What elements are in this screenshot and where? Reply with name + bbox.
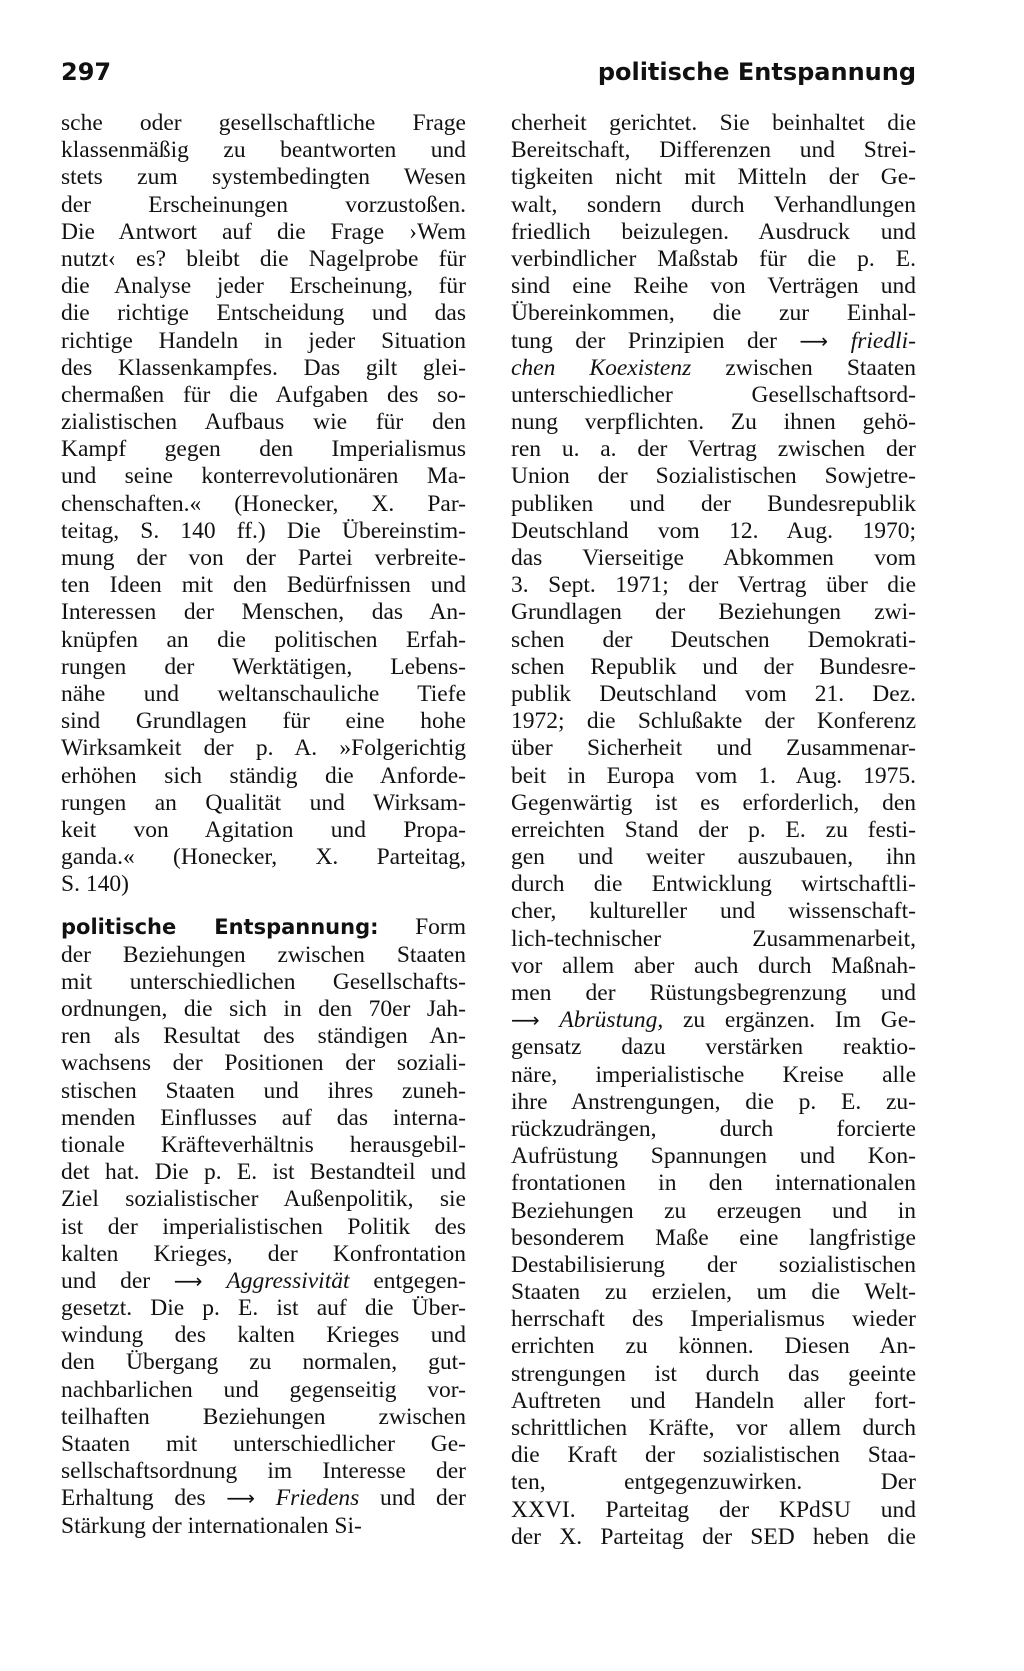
text-line: Destabilisierung der sozialistischen <box>511 1251 916 1278</box>
text-line: strengungen ist durch das geeinte <box>511 1360 916 1387</box>
text-line: chermaßen für die Aufgaben des so- <box>61 381 466 408</box>
text-line: zialistischen Aufbaus wie für den <box>61 409 466 436</box>
text-line: Staaten mit unterschiedlicher Ge- <box>61 1431 466 1457</box>
arrow-icon: ⟶ <box>173 1268 203 1293</box>
text-line: det hat. Die p. E. ist Bestandteil und <box>61 1159 466 1186</box>
right-column <box>511 110 916 1551</box>
text-line: Erhaltung des ⟶ Friedens und der <box>61 1485 466 1512</box>
cross-reference[interactable]: Aggressivität <box>226 1267 350 1294</box>
text-line: unterschiedlicher Gesellschaftsord- <box>511 381 916 408</box>
text-line: 1972; die Schlußakte der Konferenz <box>511 708 916 735</box>
text-line: Union der Sozialistischen Sowjetre- <box>511 463 916 490</box>
text-line: ren u. a. der Vertrag zwischen der <box>511 436 916 463</box>
text-line: teilhaften Beziehungen zwischen <box>61 1403 466 1430</box>
right-text-block-2 <box>511 382 916 1007</box>
text-line: der X. Parteitag der SED heben die <box>511 1523 916 1550</box>
text-line: über Sicherheit und Zusammenar- <box>511 735 916 762</box>
text-line: besonderem Maße eine langfristige <box>511 1224 916 1251</box>
text-line: verbindlicher Maßstab für die p. E. <box>511 245 916 272</box>
text-line: chen Koexistenz zwischen Staaten <box>511 354 917 381</box>
arrow-icon: ⟶ <box>511 1008 540 1033</box>
text-line: schen Republik und der Bundesre- <box>511 653 916 680</box>
left-text-block-3 <box>61 1295 466 1485</box>
arrow-icon: ⟶ <box>799 328 829 353</box>
text-line: erhöhen sich ständig die Anforde- <box>61 762 466 789</box>
text-line: frontationen in den internationalen <box>511 1170 916 1197</box>
text-line: friedlich beizulegen. Ausdruck und <box>511 218 916 245</box>
text-line: gesetzt. Die p. E. ist auf die Über- <box>61 1295 466 1322</box>
text-line: schen der Deutschen Demokrati- <box>511 626 916 653</box>
text-line: des Klassenkampfes. Das gilt glei- <box>61 354 466 381</box>
cross-reference[interactable]: chen Koexistenz <box>511 354 692 381</box>
page-number: 297 <box>61 58 112 86</box>
text-line: Beziehungen zu erzeugen und in <box>511 1197 916 1224</box>
text-line: ren als Resultat des ständigen An- <box>61 1023 466 1050</box>
text-line: S. 140) <box>61 871 129 898</box>
text-line: stischen Staaten und ihres zuneh- <box>61 1077 466 1104</box>
text-line: durch die Entwicklung wirtschaftli- <box>511 871 916 898</box>
text-line: und der ⟶ Aggressivität entgegen- <box>61 1267 466 1294</box>
text-line: gensatz dazu verstärken reaktio- <box>511 1034 916 1061</box>
text-line: klassenmäßig zu beantworten und <box>61 137 466 164</box>
text-line: Grundlagen der Beziehungen zwi- <box>511 599 916 626</box>
text-line: Wirksamkeit der p. A. »Folgerichtig <box>61 735 466 762</box>
text-line: Auftreten und Handeln aller fort- <box>511 1387 916 1414</box>
text-line: tigkeiten nicht mit Mitteln der Ge- <box>511 164 916 191</box>
left-text-block-1 <box>61 110 466 898</box>
text-line: die richtige Entscheidung und das <box>61 300 466 327</box>
entry-term: politische Entspannung: <box>61 915 379 940</box>
text-line: windung des kalten Krieges und <box>61 1322 466 1349</box>
text-line: der Beziehungen zwischen Staaten <box>61 941 466 968</box>
text-line: knüpfen an die politischen Erfah- <box>61 626 466 653</box>
text-line: cherheit gerichtet. Sie beinhaltet die <box>511 110 916 136</box>
text-line: ten Ideen mit den Bedürfnissen und <box>61 572 466 599</box>
cross-reference[interactable]: Abrüstung, <box>559 1007 664 1034</box>
text-line: nachbarlichen und gegenseitig vor- <box>61 1376 466 1403</box>
text-line: kalten Krieges, der Konfrontation <box>61 1240 466 1267</box>
text-line: ganda.« (Honecker, X. Parteitag, <box>61 844 466 871</box>
text-line: erreichten Stand der p. E. zu festi- <box>511 816 916 843</box>
text-line: publik Deutschland vom 21. Dez. <box>511 680 916 707</box>
text-line: tionale Kräfteverhältnis herausgebil- <box>61 1131 466 1158</box>
text-line: tung der Prinzipien der ⟶ friedli- <box>511 327 916 354</box>
cross-reference[interactable]: friedli- <box>850 327 916 354</box>
text-line: errichten zu können. Diesen An- <box>511 1333 916 1360</box>
text-line: walt, sondern durch Verhandlungen <box>511 191 916 218</box>
text-line: Ziel sozialistischer Außenpolitik, sie <box>61 1186 466 1213</box>
text-line: menden Einflusses auf das interna- <box>61 1104 466 1131</box>
text-line: nung verpflichten. Zu ihnen gehö- <box>511 409 916 436</box>
text-line: den Übergang zu normalen, gut- <box>61 1349 466 1376</box>
entry-head-line: politische Entspannung: Form <box>61 914 466 941</box>
text-line: rückzudrängen, durch forcierte <box>511 1115 916 1142</box>
text-line: rungen der Werktätigen, Lebens- <box>61 653 466 680</box>
text-line: mung der von der Partei verbreite- <box>61 545 466 571</box>
text-line: wachsens der Positionen der soziali- <box>61 1050 466 1077</box>
text-line: stets zum systembedingten Wesen <box>61 164 466 191</box>
text-line: lich-technischer Zusammenarbeit, <box>511 925 916 952</box>
text-line: Interessen der Menschen, das An- <box>61 599 466 626</box>
text-line: ten, entgegenzuwirken. Der <box>511 1469 916 1496</box>
text-line: sind eine Reihe von Verträgen und <box>511 273 916 300</box>
text-line: näre, imperialistische Kreise alle <box>511 1061 916 1088</box>
text-line: herrschaft des Imperialismus wieder <box>511 1306 916 1333</box>
text-line: cher, kultureller und wissenschaft- <box>511 898 916 925</box>
text-line: Bereitschaft, Differenzen und Strei- <box>511 137 916 164</box>
text-line: Stärkung der internationalen Si- <box>61 1512 362 1539</box>
text-line: Gegenwärtig ist es erforderlich, den <box>511 789 916 816</box>
text-line: schrittlichen Kräfte, vor allem durch <box>511 1415 916 1441</box>
text-line: die Kraft der sozialistischen Staa- <box>511 1442 916 1469</box>
text-line: das Vierseitige Abkommen vom <box>511 545 916 571</box>
cross-reference[interactable]: Friedens <box>275 1485 360 1512</box>
text-line: richtige Handeln in jeder Situation <box>61 327 466 354</box>
page-header <box>61 58 916 86</box>
text-line: keit von Agitation und Propa- <box>61 816 466 843</box>
text-line: der Erscheinungen vorzustoßen. <box>61 191 466 218</box>
text-line: sind Grundlagen für eine hohe <box>61 708 466 735</box>
left-text-block-2 <box>61 942 466 1268</box>
left-column <box>61 110 466 1540</box>
text-line: vor allem aber auch durch Maßnah- <box>511 952 916 979</box>
text-line: Staaten zu erzielen, um die Welt- <box>511 1279 916 1306</box>
text-line: Aufrüstung Spannungen und Kon- <box>511 1143 916 1170</box>
right-text-block-1 <box>511 110 916 328</box>
text-line: ⟶ Abrüstung, zu ergänzen. Im Ge- <box>511 1007 916 1034</box>
text-line: ist der imperialistischen Politik des <box>61 1213 466 1240</box>
text-line: und seine konterrevolutionären Ma- <box>61 463 466 490</box>
text-line: 3. Sept. 1971; der Vertrag über die <box>511 572 916 599</box>
text-line: teitag, S. 140 ff.) Die Übereinstim- <box>61 517 466 544</box>
text-line: XXVI. Parteitag der KPdSU und <box>511 1496 916 1523</box>
running-title: politische Entspannung <box>597 58 916 86</box>
text-line: gen und weiter auszubauen, ihn <box>511 844 916 871</box>
right-text-block-3 <box>511 1034 916 1551</box>
text-line: Übereinkommen, die zur Einhal- <box>511 300 916 327</box>
text-line: rungen an Qualität und Wirksam- <box>61 789 466 816</box>
text-line: chenschaften.« (Honecker, X. Par- <box>61 490 466 517</box>
text-line: beit in Europa vom 1. Aug. 1975. <box>511 762 916 789</box>
text-line: publiken und der Bundesrepublik <box>511 490 916 517</box>
text-line: Die Antwort auf die Frage ›Wem <box>61 218 466 245</box>
text-line: nutzt‹ es? bleibt die Nagelprobe für <box>61 245 466 272</box>
text-line: sche oder gesellschaftliche Frage <box>61 110 466 136</box>
text-line: ordnungen, die sich in den 70er Jah- <box>61 996 466 1022</box>
text-line: Kampf gegen den Imperialismus <box>61 436 466 463</box>
text-line: Deutschland vom 12. Aug. 1970; <box>511 517 916 544</box>
text-line: men der Rüstungsbegrenzung und <box>511 980 916 1006</box>
text-line: die Analyse jeder Erscheinung, für <box>61 273 466 300</box>
text-line: sellschaftsordnung im Interesse der <box>61 1458 466 1485</box>
arrow-icon: ⟶ <box>226 1486 256 1511</box>
text-line: nähe und weltanschauliche Tiefe <box>61 680 466 707</box>
text-line: mit unterschiedlichen Gesellschafts- <box>61 968 466 995</box>
text-line: ihre Anstrengungen, die p. E. zu- <box>511 1088 916 1115</box>
